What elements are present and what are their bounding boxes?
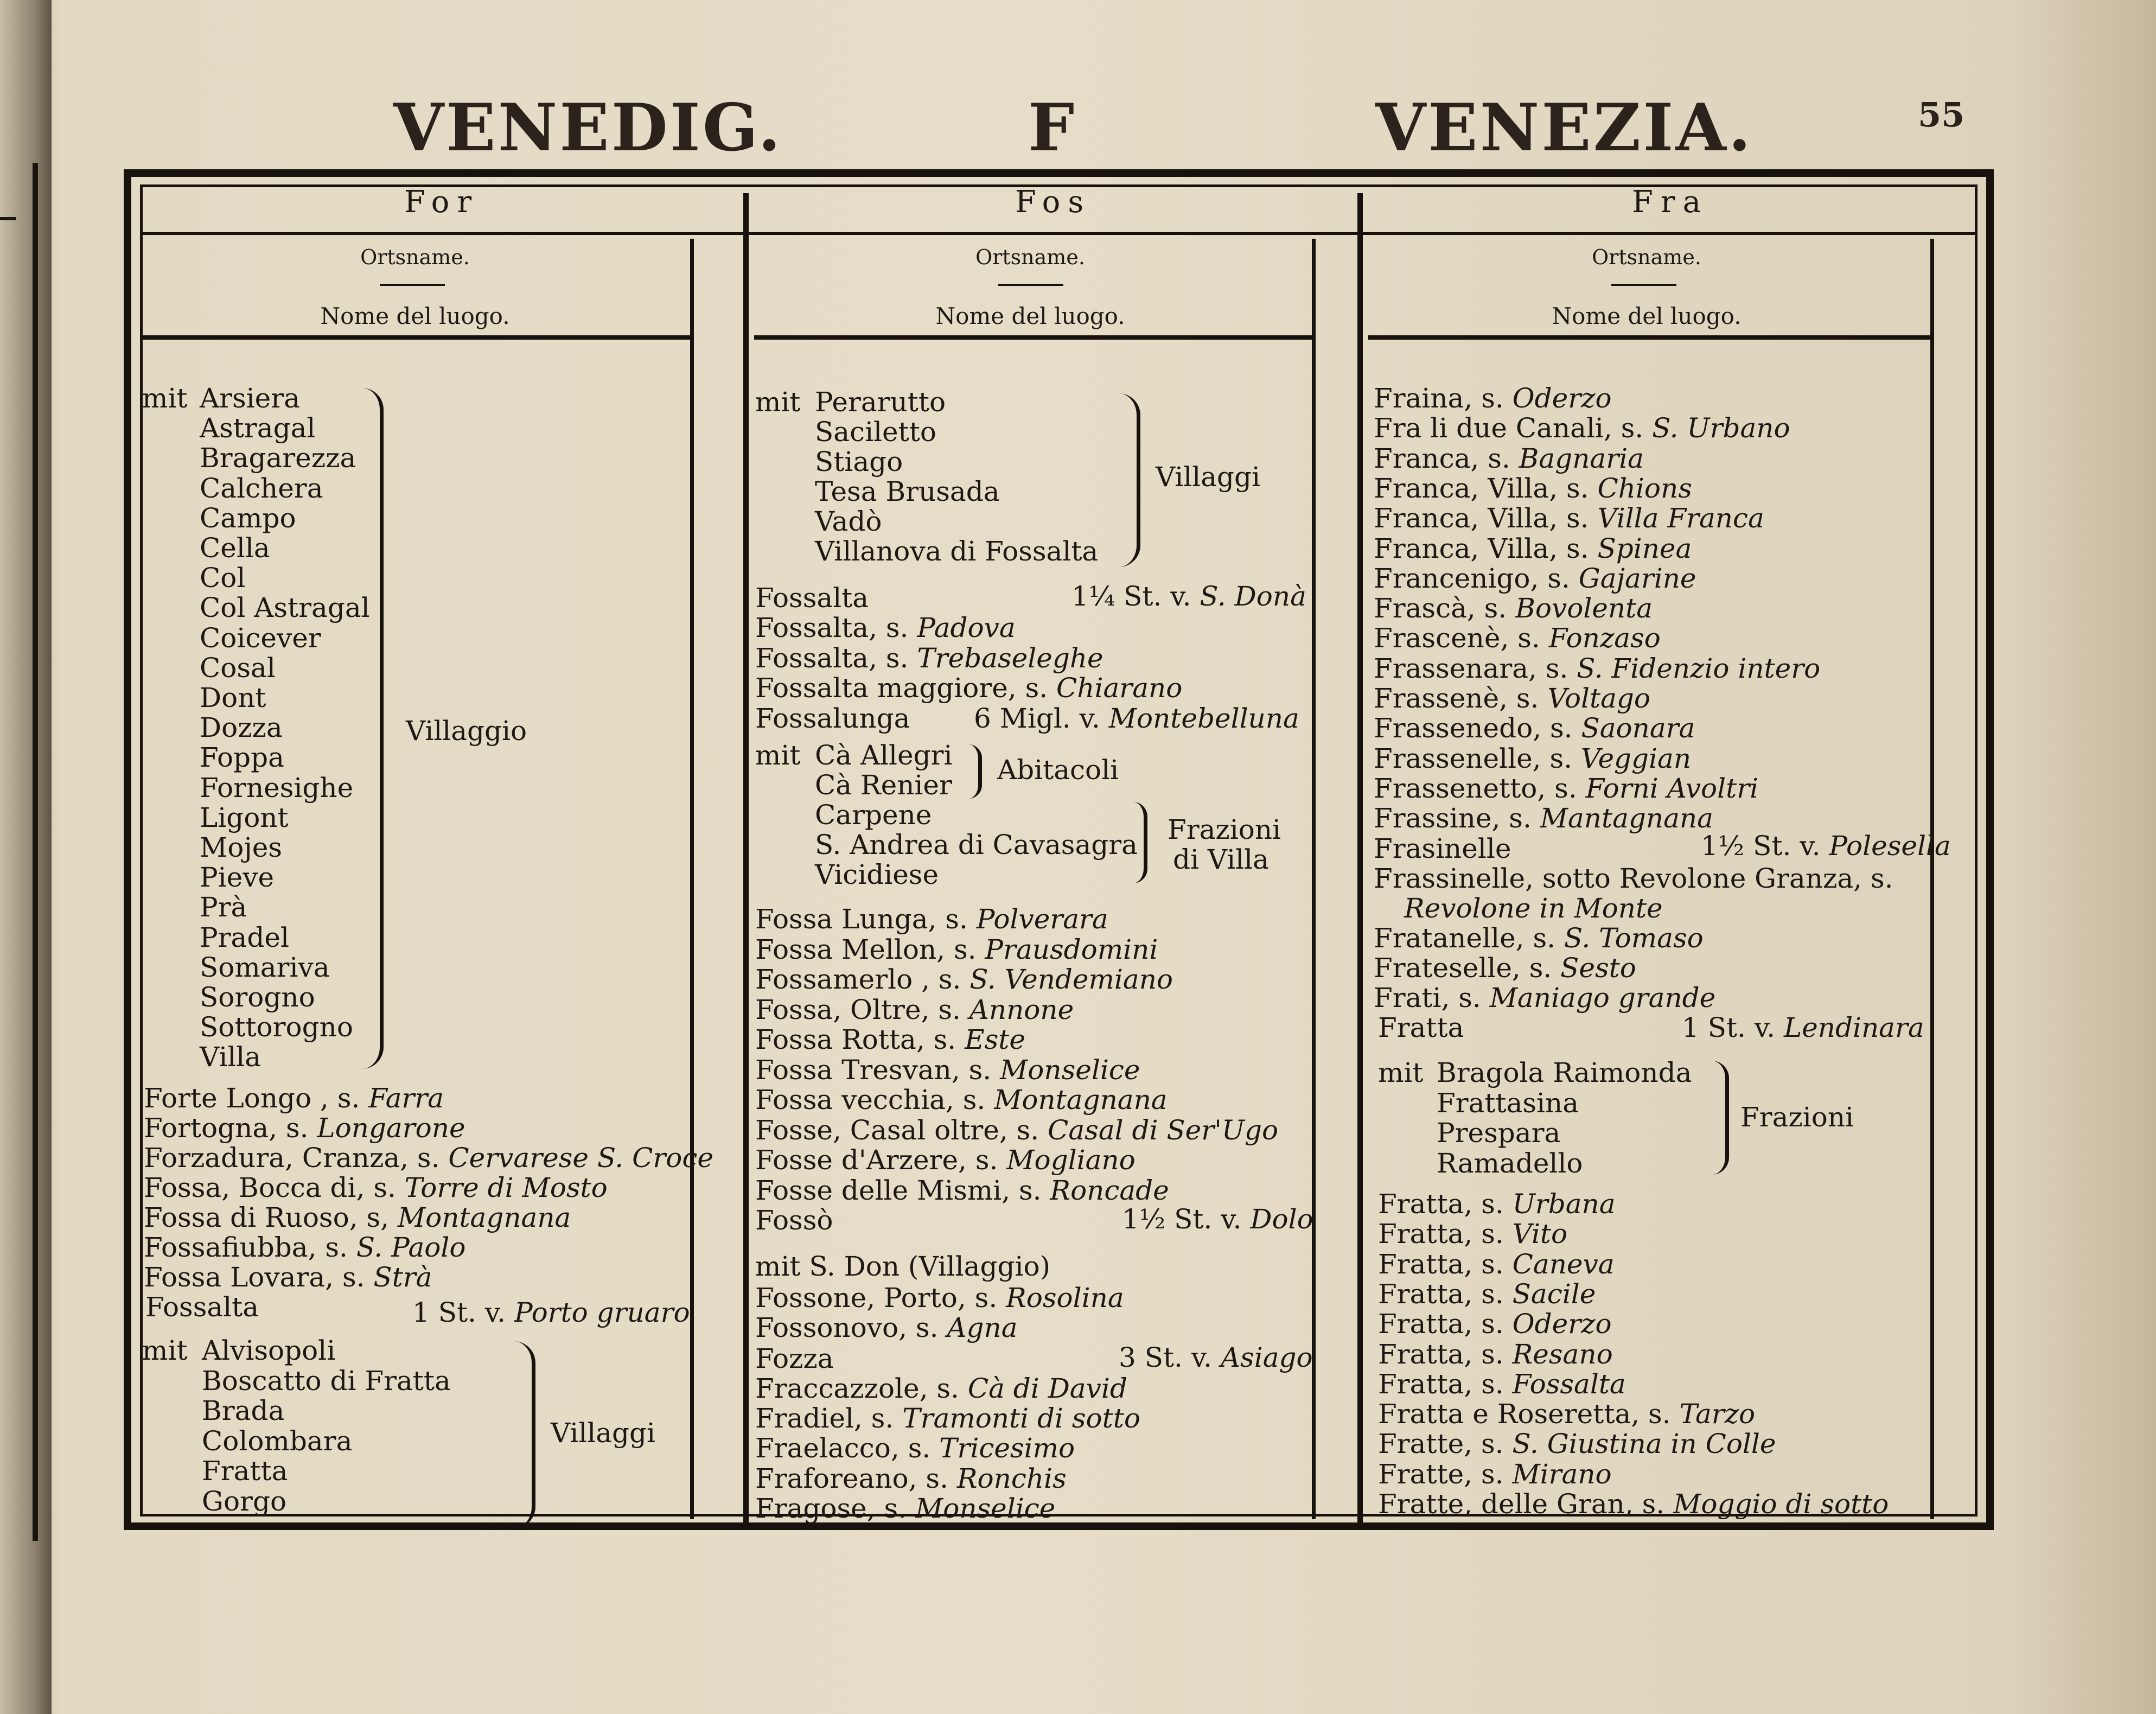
place-name: Fosse delle Mismi, s. (755, 1174, 1042, 1206)
place-name: Frassenelle, s. (1374, 742, 1573, 774)
place-reference: Mirano (1512, 1458, 1612, 1490)
list-item (1374, 444, 1644, 474)
place-reference: Monselice (915, 1492, 1056, 1524)
mit-label-c3: mit (1378, 1057, 1424, 1088)
distance-ref: Dolo (1250, 1203, 1313, 1235)
place-name: Fradiel, s. (755, 1403, 894, 1435)
list-item: Boscatto di Fratta (202, 1365, 451, 1397)
place-reference: Padova (917, 612, 1016, 643)
place-name: Fossone, Porto, s. (755, 1282, 998, 1314)
list-item (755, 1494, 1055, 1524)
list-item: Mojes (200, 832, 283, 863)
place-reference: Bovolenta (1515, 592, 1653, 625)
list-item: Cà Allegri (815, 740, 953, 771)
group-label-frazioni-c2: Frazioni (1168, 814, 1281, 845)
list-item (755, 1145, 1136, 1175)
place-name: Francenigo, s. (1374, 562, 1570, 594)
place-name: Fratta, s. (1378, 1218, 1504, 1250)
distance-ref: Lendinara (1783, 1012, 1924, 1043)
place-name: Fratte, s. (1378, 1428, 1504, 1460)
place-name: Franca, Villa, s. (1374, 532, 1589, 564)
page-number: 55 (1918, 95, 1965, 135)
list-item: Cà Renier (815, 769, 952, 801)
list-item: Somariva (200, 951, 330, 983)
place-reference: Farra (368, 1082, 444, 1114)
list-item: Saciletto (815, 416, 936, 448)
entry-fossalta-c2: Fossalta (755, 582, 869, 614)
list-item (1378, 1309, 1612, 1339)
place-name: Fratta, s. (1378, 1188, 1504, 1220)
list-item: Cosal (200, 652, 276, 684)
column-inner-rule-3 (1930, 239, 1934, 1519)
place-reference: Voltago (1547, 683, 1650, 714)
entry-frassinelle-ref: Revolone in Monte (1404, 893, 1663, 924)
place-reference: Saonara (1581, 712, 1695, 744)
place-reference: Annone (969, 993, 1074, 1025)
place-name: Frati, s. (1374, 982, 1481, 1014)
place-reference: S. Fidenzio intero (1577, 652, 1821, 684)
place-reference: Rosolina (1006, 1282, 1124, 1314)
list-item (755, 1116, 1278, 1145)
list-item (755, 1313, 1018, 1343)
place-name: Fossalta, s. (755, 612, 909, 643)
place-reference: Chiarano (1056, 672, 1183, 704)
list-item (144, 1233, 465, 1263)
place-name: Fraelacco, s. (755, 1432, 931, 1464)
column-inner-rule-2 (1312, 239, 1316, 1519)
list-item (144, 1203, 571, 1233)
place-reference: Vito (1512, 1218, 1568, 1250)
ortsname-label-3: Ortsname. (1592, 245, 1701, 269)
place-reference: Este (965, 1024, 1025, 1055)
group-label-abitacoli: Abitacoli (997, 754, 1119, 786)
distance-text: 1¼ St. v. (1071, 581, 1191, 612)
place-name: Fossalta maggiore, s. (755, 672, 1048, 704)
list-item (755, 1374, 1127, 1404)
place-reference: Casal di Ser'Ugo (1048, 1114, 1279, 1146)
place-name: Fragose, s. (755, 1492, 907, 1524)
entry-fozza-distance (1119, 1343, 1313, 1373)
list-item (755, 1176, 1169, 1206)
place-name: Fossafiubba, s. (144, 1232, 348, 1263)
place-reference: Montagnana (994, 1084, 1168, 1116)
place-name: Fratta, s. (1378, 1368, 1504, 1400)
list-item (755, 1404, 1140, 1433)
place-reference: Resano (1512, 1338, 1613, 1370)
list-item: Stiago (815, 446, 903, 477)
distance-text: 6 Migl. v. (974, 703, 1100, 734)
entry-fossalunga-distance (974, 704, 1299, 734)
list-item (755, 935, 1158, 965)
entry-frasinelle-distance (1701, 831, 1951, 861)
list-item: Sorogno (200, 982, 315, 1013)
place-reference: Mogliano (1006, 1144, 1136, 1176)
place-reference: Cervarese S. Croce (448, 1142, 713, 1174)
place-name: Frascà, s. (1374, 592, 1507, 625)
list-item: Tesa Brusada (815, 476, 1000, 507)
column-head-for: For (404, 184, 480, 220)
place-reference: Chions (1597, 472, 1692, 504)
list-item (1374, 413, 1790, 443)
place-reference: Forni Avoltri (1585, 772, 1759, 804)
place-reference: Agna (947, 1312, 1018, 1343)
place-name: Fossalta, s. (755, 642, 909, 674)
list-item (1374, 534, 1692, 564)
place-name: Fossa Rotta, s. (755, 1024, 956, 1055)
list-item (755, 1085, 1168, 1115)
list-item (1374, 474, 1692, 504)
place-reference: Maniago grande (1489, 982, 1716, 1014)
list-item (1378, 1219, 1567, 1249)
entry-fozza: Fozza (755, 1343, 834, 1374)
place-name: Fossonovo, s. (755, 1312, 939, 1343)
header-left-title: VENEDIG. (393, 90, 783, 166)
place-reference: Gajarine (1578, 562, 1696, 594)
list-item: Foppa (200, 742, 284, 774)
list-item: Astragal (200, 412, 316, 444)
mit-label: mit (142, 383, 188, 414)
list-item (144, 1263, 432, 1292)
list-item: Dont (200, 682, 266, 713)
place-name: Frassenara, s. (1374, 652, 1568, 684)
distance-ref: Porto gruaro (514, 1297, 690, 1328)
place-name: Fratta, s. (1378, 1308, 1504, 1340)
place-reference: S. Urbano (1652, 412, 1790, 444)
list-item: Prespara (1437, 1117, 1561, 1149)
column-head-fos: Fos (1015, 184, 1092, 220)
place-reference: Veggian (1580, 742, 1692, 774)
list-item: Col (200, 562, 246, 594)
list-item: Coicever (200, 622, 321, 654)
place-reference: S. Tomaso (1564, 922, 1704, 954)
place-name: Fossa, Oltre, s. (755, 993, 961, 1025)
list-item (1378, 1399, 1755, 1429)
list-item: Pradel (200, 921, 289, 953)
list-item: Colombara (202, 1425, 353, 1457)
place-reference: Fonzaso (1548, 622, 1661, 654)
distance-text: 1 St. v. (1682, 1012, 1776, 1043)
group-label-villaggio: Villaggio (406, 715, 527, 747)
place-reference: Torre di Mosto (404, 1172, 608, 1203)
list-item: Fornesighe (200, 772, 354, 804)
list-item (1374, 684, 1650, 713)
place-name: Fraforeano, s. (755, 1462, 948, 1494)
nome-label-3: Nome del luogo. (1552, 303, 1742, 329)
list-item: Bragarezza (200, 442, 356, 474)
entry-fossalunga: Fossalunga (755, 703, 910, 734)
subhead-rule-3 (1368, 335, 1930, 340)
place-name: Frateselle, s. (1374, 952, 1552, 984)
left-page-rule (0, 163, 38, 1541)
place-name: Fratta e Roseretta, s. (1378, 1398, 1671, 1430)
ortsname-label-2: Ortsname. (975, 245, 1085, 269)
place-name: Fra li due Canali, s. (1374, 412, 1644, 444)
place-reference: Caneva (1512, 1248, 1615, 1280)
list-item: Arsiera (200, 383, 300, 414)
place-name: Frassenetto, s. (1374, 772, 1577, 804)
list-item: Villa (200, 1041, 261, 1073)
place-name: Fratta, s. (1378, 1248, 1504, 1280)
place-name: Fossa vecchia, s. (755, 1084, 986, 1116)
list-item (144, 1084, 444, 1113)
list-item: Carpene (815, 799, 932, 831)
place-name: Fossa Lovara, s. (144, 1261, 365, 1293)
mit-label-2: mit (142, 1335, 188, 1366)
ortsname-rule-1 (380, 284, 445, 286)
distance-ref: Polesella (1829, 830, 1951, 862)
group-label-di-villa: di Villa (1173, 844, 1269, 875)
entry-frassinelle: Frassinelle, sotto Revolone Granza, s. (1374, 863, 1893, 894)
list-item: Frattasina (1437, 1087, 1579, 1119)
nome-label-2: Nome del luogo. (935, 303, 1125, 329)
place-reference: Bagnaria (1519, 442, 1644, 474)
list-item: Perarutto (815, 386, 946, 418)
place-reference: Cà di David (967, 1373, 1127, 1404)
brace-abitacoli (968, 744, 982, 799)
list-item: Alvisopoli (202, 1335, 336, 1366)
list-item (1378, 1369, 1626, 1399)
place-name: Franca, s. (1374, 442, 1510, 474)
place-reference: Prausdomini (985, 933, 1158, 965)
list-item (1378, 1279, 1596, 1309)
brace-frazioni-c2 (1133, 802, 1147, 883)
head-underline (140, 232, 1978, 235)
list-item (1374, 923, 1704, 953)
distance-ref: Montebelluna (1108, 703, 1299, 734)
list-item: Vicidiese (815, 859, 939, 890)
place-name: Fossamerlo , s. (755, 964, 961, 995)
page-header (0, 90, 2156, 171)
group-label-frazioni: Frazioni (1740, 1101, 1854, 1133)
mit-label-c2: mit (755, 386, 801, 418)
place-reference: Sacile (1512, 1278, 1596, 1310)
list-item: Bragola Raimonda (1437, 1057, 1692, 1088)
distance-text: 3 St. v. (1119, 1342, 1213, 1373)
place-name: Franca, Villa, s. (1374, 502, 1589, 534)
list-item: Ramadello (1437, 1147, 1583, 1179)
list-item: Brada (202, 1395, 285, 1426)
place-reference: Tarzo (1679, 1398, 1756, 1430)
list-item: Dozza (200, 712, 283, 744)
place-reference: Tricesimo (939, 1432, 1075, 1464)
place-name: Forte Longo , s. (144, 1082, 360, 1114)
place-name: Fortogna, s. (144, 1112, 309, 1144)
place-name: Frassenè, s. (1374, 683, 1539, 714)
place-reference: Sesto (1560, 952, 1636, 984)
place-name: Forzadura, Cranza, s. (144, 1142, 440, 1174)
place-reference: Fossalta (1512, 1368, 1626, 1400)
list-item: Villanova di Fossalta (815, 536, 1099, 567)
place-reference: S. Giustina in Colle (1512, 1428, 1776, 1460)
place-reference: S. Paolo (356, 1232, 466, 1263)
list-item (1374, 594, 1653, 623)
subhead-rule-1 (140, 335, 690, 340)
place-reference: Mantagnana (1540, 802, 1713, 834)
list-item: Fratta (202, 1455, 288, 1487)
list-item: Col Astragal (200, 592, 370, 624)
list-item (1378, 1460, 1612, 1489)
place-reference: Oderzo (1512, 1308, 1612, 1340)
place-name: Franca, Villa, s. (1374, 472, 1589, 504)
place-reference: Roncade (1050, 1174, 1169, 1206)
entry-fossalta: Fossalta (145, 1291, 259, 1323)
list-item (1374, 623, 1661, 653)
column-divider-2 (1357, 193, 1363, 1522)
list-item (755, 1464, 1067, 1494)
place-name: Fosse, Casal oltre, s. (755, 1114, 1039, 1146)
place-reference: Villa Franca (1597, 502, 1764, 534)
entry-fosso: Fossò (755, 1205, 833, 1236)
list-item (755, 673, 1182, 703)
list-item (1374, 504, 1764, 533)
list-item (755, 995, 1074, 1025)
place-name: Fossa Lunga, s. (755, 903, 968, 935)
list-item (144, 1113, 465, 1143)
place-reference: Spinea (1597, 532, 1692, 564)
place-reference: Polverara (976, 903, 1108, 935)
place-name: Fossa Mellon, s. (755, 933, 977, 965)
entry-mit-s-don: mit S. Don (Villaggio) (755, 1251, 1051, 1282)
brace-villaggi-c2 (1109, 393, 1140, 567)
list-item: Ligont (200, 801, 289, 833)
list-item (1374, 654, 1820, 684)
list-item (755, 613, 1016, 643)
entry-fosso-distance (1122, 1205, 1313, 1234)
list-item: Pieve (200, 862, 275, 894)
distance-text: 1½ St. v. (1701, 830, 1821, 862)
group-label-villaggi: Villaggi (551, 1417, 656, 1449)
place-reference: Tramonti di sotto (902, 1403, 1140, 1435)
ortsname-rule-2 (998, 284, 1063, 286)
column-divider-1 (743, 193, 749, 1522)
place-name: Frascenè, s. (1374, 622, 1540, 654)
list-item (1378, 1189, 1616, 1219)
place-name: Fosse d'Arzere, s. (755, 1144, 998, 1176)
list-item (1374, 564, 1696, 594)
brace-frazioni (1712, 1061, 1729, 1175)
place-name: Fratta, s. (1378, 1278, 1504, 1310)
brace-villaggio (347, 388, 384, 1069)
list-item: Cella (200, 532, 270, 564)
place-name: Frassine, s. (1374, 802, 1532, 834)
list-item (755, 1433, 1075, 1463)
group-label-villaggi-c2: Villaggi (1156, 461, 1261, 493)
place-name: Fraina, s. (1374, 383, 1504, 414)
entry-fratta: Fratta (1378, 1012, 1464, 1043)
list-item (144, 1173, 608, 1203)
distance-text: 1½ St. v. (1122, 1203, 1242, 1235)
place-reference: S. Vendemiano (969, 964, 1173, 995)
place-name: Frassenedo, s. (1374, 712, 1573, 744)
place-reference: Montagnana (397, 1202, 571, 1233)
place-name: Fossa, Bocca di, s. (144, 1172, 396, 1203)
list-item (1374, 953, 1636, 983)
place-name: Fratanelle, s. (1374, 922, 1556, 954)
list-item (1378, 1250, 1615, 1279)
entry-frasinelle: Frasinelle (1374, 833, 1511, 864)
list-item (755, 1025, 1025, 1055)
list-item: Vadò (815, 506, 882, 537)
list-item (1374, 713, 1695, 743)
place-name: Fratte, delle Gran, s. (1378, 1488, 1665, 1520)
place-name: Fratta, s. (1378, 1338, 1504, 1370)
list-item (1374, 804, 1713, 833)
ortsname-rule-3 (1611, 284, 1676, 286)
column-inner-rule-1 (690, 239, 694, 1519)
distance-ref: Asiago (1220, 1342, 1313, 1373)
list-item (1374, 744, 1691, 774)
list-item (1374, 983, 1715, 1013)
distance-ref: S. Donà (1200, 581, 1306, 612)
distance-text: 1 St. v. (412, 1297, 506, 1328)
list-item (1378, 1489, 1889, 1519)
entry-fossalta-c2-distance (1071, 582, 1306, 611)
list-item (755, 1283, 1124, 1313)
nome-label-1: Nome del luogo. (320, 303, 510, 329)
entry-fratta-distance (1682, 1013, 1924, 1043)
brace-villaggi (499, 1341, 535, 1528)
list-item: S. Andrea di Cavasagra (815, 829, 1138, 861)
mit-label-c2-2: mit (755, 740, 801, 771)
place-reference: Oderzo (1512, 383, 1612, 414)
list-item: Prà (200, 891, 247, 923)
list-item: Calchera (200, 472, 323, 504)
list-item (755, 904, 1108, 934)
header-right-title: VENEZIA. (1375, 90, 1753, 166)
place-reference: Longarone (317, 1112, 465, 1144)
place-name: Fossa di Ruoso, s, (144, 1202, 390, 1233)
list-item (144, 1143, 713, 1173)
list-item (1378, 1429, 1776, 1459)
list-item (755, 643, 1103, 673)
list-item: Campo (200, 502, 296, 534)
place-reference: Urbana (1512, 1188, 1616, 1220)
list-item: Sottorogno (200, 1011, 353, 1043)
list-item (1378, 1340, 1613, 1369)
place-reference: Strà (373, 1261, 432, 1293)
list-item (1374, 384, 1612, 413)
left-page-tick (0, 217, 16, 220)
list-item (755, 965, 1173, 995)
place-reference: Trebaseleghe (917, 642, 1103, 674)
entry-fossalta-distance (412, 1298, 690, 1328)
place-name: Fratte, s. (1378, 1458, 1504, 1490)
subhead-rule-2 (754, 335, 1312, 340)
list-item (755, 1055, 1140, 1085)
list-item (1374, 774, 1758, 804)
column-head-fra: Fra (1631, 184, 1708, 220)
place-name: Fossa Tresvan, s. (755, 1054, 992, 1086)
place-name: Fraccazzole, s. (755, 1373, 959, 1404)
place-reference: Ronchis (956, 1462, 1067, 1494)
ortsname-label-1: Ortsname. (360, 245, 470, 269)
header-letter: F (1028, 90, 1077, 166)
list-item: Gorgo (202, 1485, 287, 1517)
place-reference: Monselice (1000, 1054, 1140, 1086)
place-reference: Moggio di sotto (1673, 1488, 1889, 1520)
